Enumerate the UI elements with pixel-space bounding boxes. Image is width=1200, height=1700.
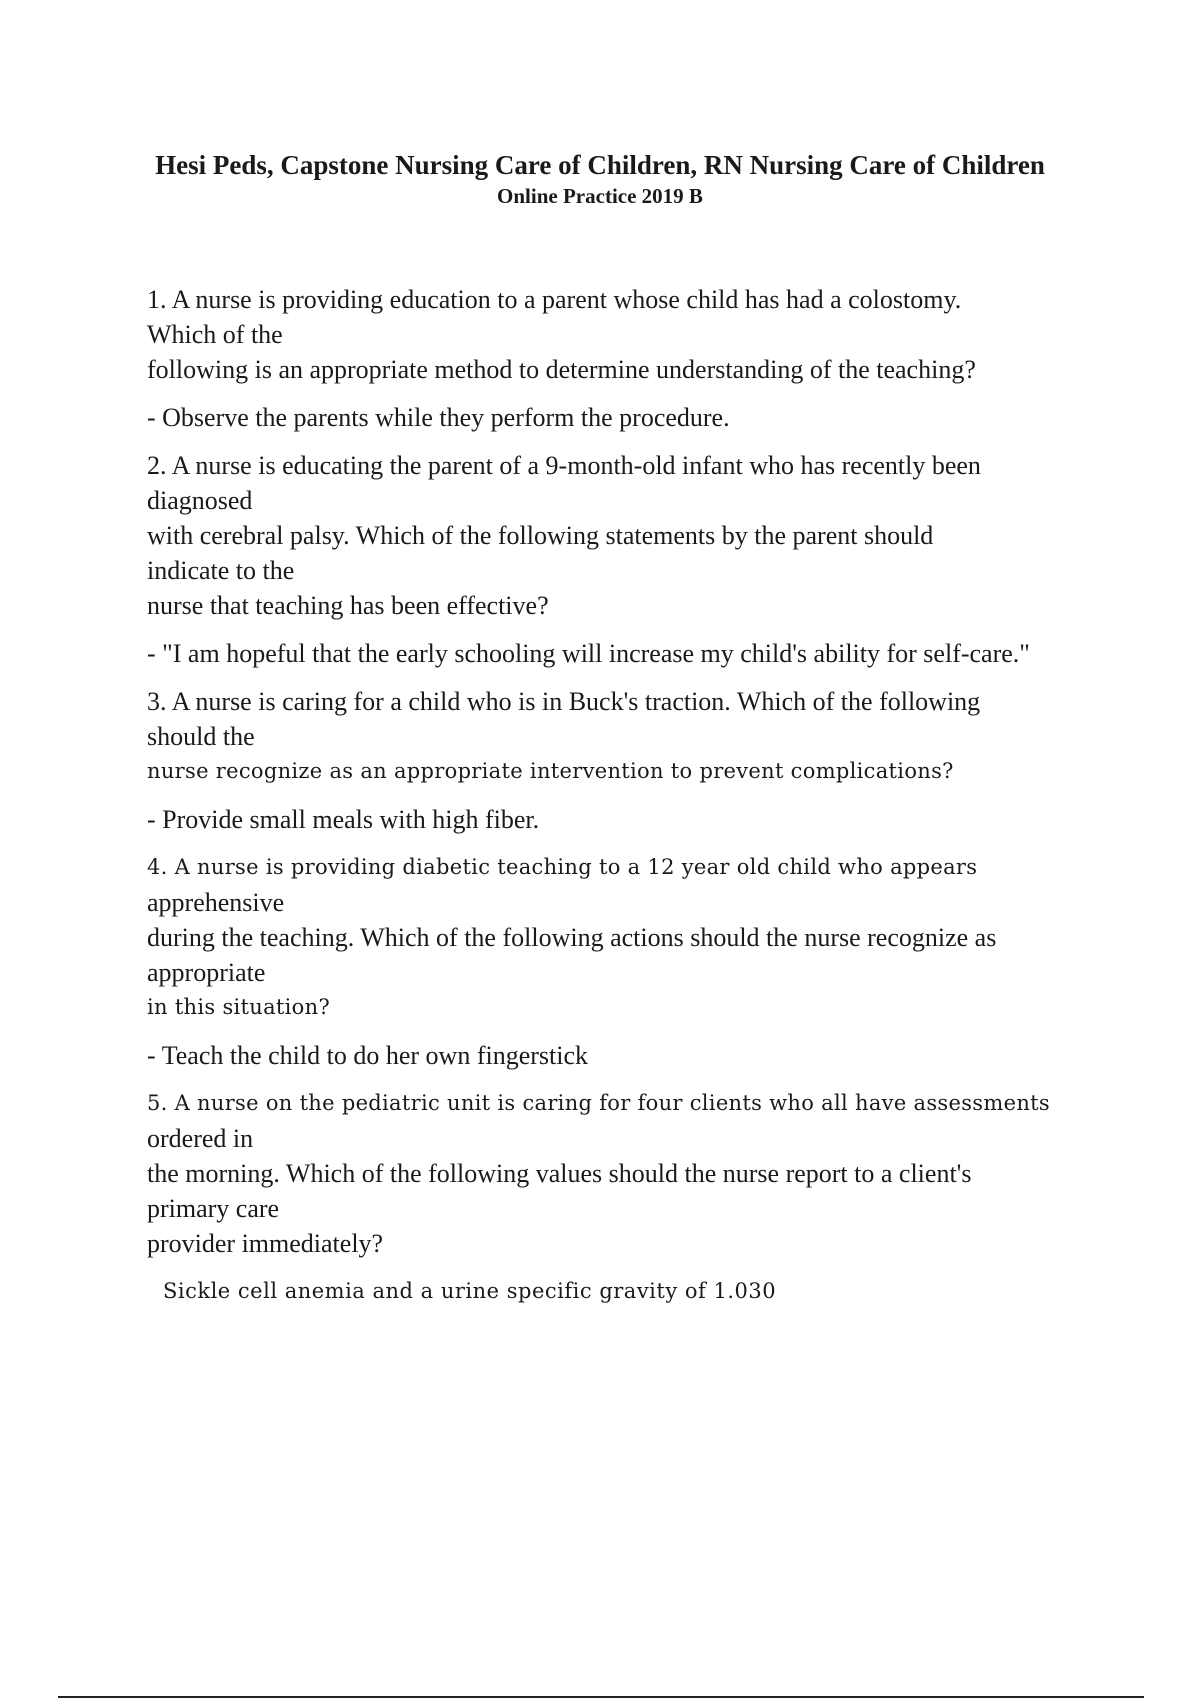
question-line: 5. A nurse on the pediatric unit is caring for four clients who all have assessments (147, 1091, 1050, 1115)
answer-text: - "I am hopeful that the early schooling will increase my child's ability for self-care." (147, 639, 1030, 668)
question-line: Which of the (147, 320, 283, 349)
question-line: 3. A nurse is caring for a child who is in Buck's traction. Which of the following (147, 687, 981, 716)
document-title: Hesi Peds, Capstone Nursing Care of Children, RN Nursing Care of Children (155, 150, 1045, 180)
answer-2 (147, 636, 1087, 671)
document-subtitle: Online Practice 2019 B (497, 184, 703, 208)
question-line: with cerebral palsy. Which of the following statements by the parent should (147, 521, 934, 550)
question-3 (147, 684, 1087, 789)
answer-text: Sickle cell anemia and a urine specific gravity of 1.030 (163, 1279, 777, 1303)
question-line: nurse that teaching has been effective? (147, 591, 549, 620)
question-line: following is an appropriate method to determine understanding of the teaching? (147, 355, 976, 384)
answer-text: - Provide small meals with high fiber. (147, 805, 540, 834)
answer-text: - Teach the child to do her own fingerstick (147, 1041, 589, 1070)
question-line: should the (147, 722, 255, 751)
question-line: 1. A nurse is providing education to a parent whose child has had a colostomy. (147, 285, 962, 314)
question-1 (147, 282, 1087, 387)
question-line: primary care (147, 1194, 280, 1223)
answer-text: - Observe the parents while they perform the procedure. (147, 403, 730, 432)
question-line: diagnosed (147, 486, 253, 515)
question-4 (147, 850, 1087, 1025)
answer-5 (147, 1274, 1087, 1309)
questions-list (147, 282, 1087, 1322)
question-line: 4. A nurse is providing diabetic teaching to a 12 year old child who appears (147, 855, 978, 879)
question-2 (147, 448, 1087, 623)
question-5 (147, 1086, 1087, 1261)
question-line: apprehensive (147, 888, 285, 917)
question-line: ordered in (147, 1124, 254, 1153)
question-line: nurse recognize as an appropriate intervention to prevent complications? (147, 759, 954, 783)
question-line: 2. A nurse is educating the parent of a 9-month-old infant who has recently been (147, 451, 981, 480)
question-line: during the teaching. Which of the following actions should the nurse recognize as (147, 923, 997, 952)
question-line: the morning. Which of the following values should the nurse report to a client's (147, 1159, 972, 1188)
question-line: appropriate (147, 958, 266, 987)
answer-3 (147, 802, 1087, 837)
question-line: indicate to the (147, 556, 295, 585)
answer-1 (147, 400, 1087, 435)
bottom-divider (58, 1696, 1144, 1698)
title-block (0, 148, 1200, 210)
question-line: in this situation? (147, 995, 331, 1019)
answer-4 (147, 1038, 1087, 1073)
question-line: provider immediately? (147, 1229, 384, 1258)
